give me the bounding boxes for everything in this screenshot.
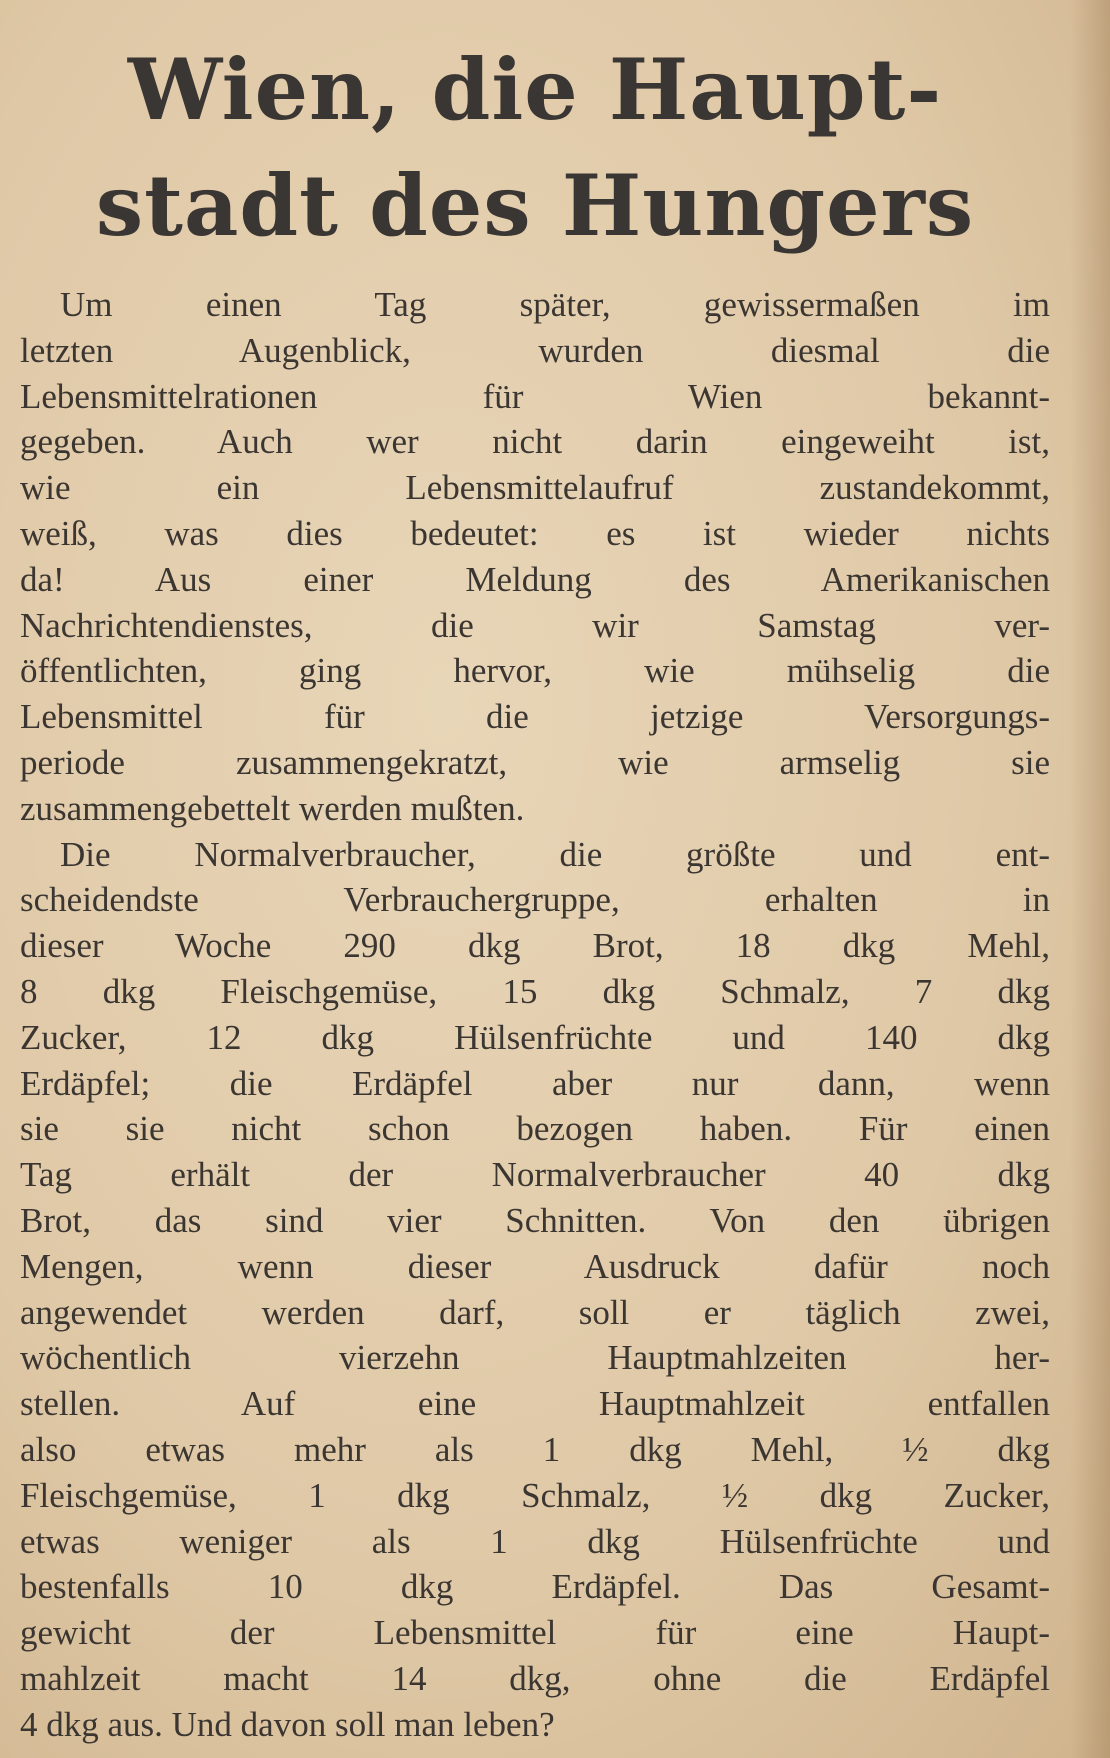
text-line: Erdäpfel; die Erdäpfel aber nur dann, wenn — [20, 1063, 1050, 1103]
text-line: Fleischgemüse, 1 dkg Schmalz, ½ dkg Zucker, — [20, 1475, 1050, 1515]
text-line: gegeben. Auch wer nicht darin eingeweiht ist, — [20, 422, 1050, 462]
text-line: Tag erhält der Normalverbraucher 40 dkg — [20, 1155, 1050, 1195]
text-line: letzten Augenblick, wurden diesmal die — [20, 330, 1050, 370]
text-line: dieser Woche 290 dkg Brot, 18 dkg Mehl, — [20, 926, 1050, 966]
headline-line-2: stadt des Hungers — [95, 156, 975, 255]
article-body — [20, 282, 1050, 1748]
text-line: Mengen, wenn dieser Ausdruck dafür noch — [20, 1246, 1050, 1286]
headline-line-1: Wien, die Haupt- — [127, 40, 943, 139]
text-line: also etwas mehr als 1 dkg Mehl, ½ dkg — [20, 1429, 1050, 1469]
text-line: zusammengebettelt werden mußten. — [20, 788, 525, 828]
text-line: Zucker, 12 dkg Hülsenfrüchte und 140 dkg — [20, 1017, 1050, 1057]
text-line: periode zusammengekratzt, wie armselig sie — [20, 742, 1050, 782]
text-line: wie ein Lebensmittelaufruf zustandekommt, — [20, 468, 1050, 508]
text-line: sie sie nicht schon bezogen haben. Für einen — [20, 1109, 1050, 1149]
text-line: Nachrichtendienstes, die wir Samstag ver- — [20, 605, 1050, 645]
text-line: scheidendste Verbrauchergruppe, erhalten in — [20, 880, 1050, 920]
text-line: Brot, das sind vier Schnitten. Von den übrigen — [20, 1200, 1050, 1240]
text-line: öffentlichten, ging hervor, wie mühselig die — [20, 651, 1050, 691]
text-line: mahlzeit macht 14 dkg, ohne die Erdäpfel — [20, 1658, 1050, 1698]
text-line: 8 dkg Fleischgemüse, 15 dkg Schmalz, 7 dkg — [20, 971, 1050, 1011]
text-line: stellen. Auf eine Hauptmahlzeit entfallen — [20, 1384, 1050, 1424]
text-line: da! Aus einer Meldung des Amerikanischen — [20, 559, 1050, 599]
text-line: Lebensmittel für die jetzige Versorgungs- — [20, 697, 1050, 737]
text-line: Lebensmittelrationen für Wien bekannt- — [20, 376, 1050, 416]
paragraph-2 — [20, 832, 1050, 1748]
text-line: bestenfalls 10 dkg Erdäpfel. Das Gesamt- — [20, 1567, 1050, 1607]
text-line: Die Normalverbraucher, die größte und ent- — [60, 834, 1050, 874]
text-line: Um einen Tag später, gewissermaßen im — [60, 285, 1050, 324]
text-line: angewendet werden darf, soll er täglich zwei, — [20, 1292, 1050, 1332]
text-line: gewicht der Lebensmittel für eine Haupt- — [20, 1613, 1050, 1653]
text-line: weiß, was dies bedeutet: es ist wieder nichts — [20, 513, 1050, 553]
paragraph-1 — [20, 282, 1050, 832]
text-line: wöchentlich vierzehn Hauptmahlzeiten her- — [20, 1338, 1050, 1378]
paper-edge-shadow — [1070, 0, 1110, 1758]
text-line: 4 dkg aus. Und davon soll man leben? — [20, 1704, 555, 1744]
text-line: etwas weniger als 1 dkg Hülsenfrüchte und — [20, 1521, 1050, 1561]
